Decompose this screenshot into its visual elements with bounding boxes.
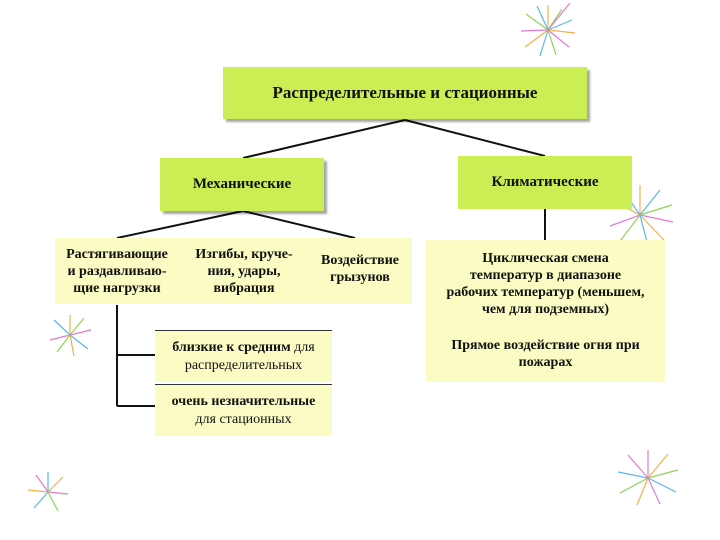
factor-rodents: Воздействие грызунов: [320, 253, 399, 285]
factor-bending-torsion-vibration: Изгибы, круче- ния, удары, вибрация: [195, 246, 293, 296]
connector-root-to-mechanical: [243, 120, 405, 158]
climatic-label: Климатические: [491, 174, 599, 190]
climatic-box: [458, 156, 632, 209]
connector-mechanical-right: [243, 211, 355, 238]
mechanical-label: Механические: [192, 176, 292, 192]
note-stationary-text: для стационных: [195, 411, 292, 427]
factor-fire-exposure: Прямое воздействие огня при пожарах: [451, 338, 640, 370]
note-stationary: [155, 384, 332, 436]
root-box: [223, 67, 587, 119]
factor-tension-compression: Растягивающие и раздавливаю- щие нагрузки: [66, 246, 168, 296]
note-distribution-text: для распределительных: [184, 339, 315, 373]
note-stationary-bold: очень незначительные: [171, 393, 316, 409]
factor-temperature-cycling: Циклическая смена температур в диапазоне рабочих температур (меньшем, чем для подземных): [446, 251, 645, 317]
connector-mechanical-left: [117, 211, 243, 238]
note-distribution-bold: близкие к средним: [172, 339, 291, 355]
mechanical-box: [160, 158, 324, 211]
connector-root-to-climatic: [405, 120, 545, 156]
note-distribution: [155, 330, 332, 382]
root-label: Распределительные и стационные: [272, 83, 538, 102]
